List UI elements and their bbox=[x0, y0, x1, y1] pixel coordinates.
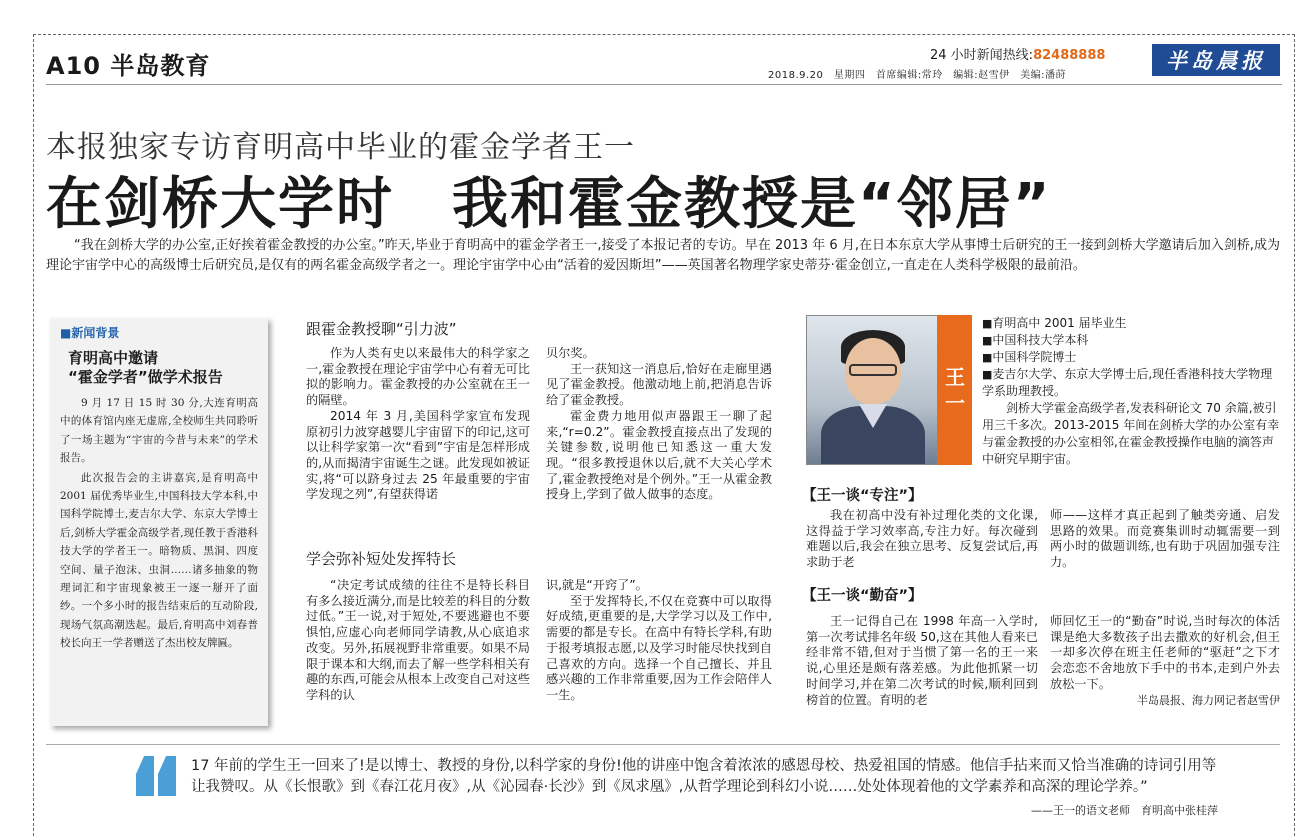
profile-name-bar bbox=[938, 315, 972, 465]
profile-name-char: 一 bbox=[945, 391, 965, 415]
section3-column-2 bbox=[1050, 508, 1280, 571]
section4-column-1 bbox=[806, 614, 1038, 708]
portrait-photo bbox=[806, 315, 938, 465]
quote-attribution: ——王一的语文老师 育明高中张桂萍 bbox=[1031, 804, 1218, 817]
paragraph: 霍金费力地用似声器跟王一聊了起来,“r=0.2”。霍金教授直接点出了发现的关键参数,说明他已知悉这一重大发现。“很多教授退休以后,就不大关心学术了,霍金教授绝对是个例外。”王一从霍金教授身上,学到了做人做事的态度。 bbox=[546, 408, 772, 502]
section-title-diligence: 【王一谈“勤奋”】 bbox=[802, 588, 923, 604]
newspaper-logo: 半岛晨报 bbox=[1152, 44, 1280, 76]
sidebar-tag: ■新闻背景 bbox=[60, 326, 120, 340]
section3-column-1 bbox=[806, 508, 1038, 571]
paragraph: 贝尔奖。 bbox=[546, 346, 595, 360]
news-background-box bbox=[50, 318, 268, 726]
profile-bio bbox=[982, 315, 1280, 468]
section1-column-1 bbox=[306, 346, 530, 503]
paragraph: 我在初高中没有补过理化类的文化课,这得益于学习效率高,专注力好。每次碰到难题以后,我会在独立思考、反复尝试后,再求助于老 bbox=[806, 508, 1038, 570]
paragraph: 作为人类有史以来最伟大的科学家之一,霍金教授在理论宇宙学中心有着无可比拟的影响力。霍金教授的办公室就在王一的隔壁。 bbox=[306, 346, 530, 408]
sidebar-paragraph: 此次报告会的主讲嘉宾,是育明高中 2001 届优秀毕业生,中国科技大学本科,中国科学院博士,麦吉尔大学、东京大学博士后,剑桥大学霍金高级学者,现任教于香港科技大学的学者王一。暗物质、黑洞、四度空间、量子泡沫、虫洞……诸多抽象的物理词汇和宇宙现象被王一逐一掰开了面纱。一个多小时的报告结束后的互动阶段,现场气氛高潮迭起。最后,育明高中刘春普校长向王一学者赠送了杰出校友牌匾。 bbox=[60, 471, 258, 650]
sidebar-paragraph: 9 月 17 日 15 时 30 分,大连育明高中的体育馆内座无虚席,全校师生共同聆听了一场主题为“宇宙的今昔与未来”的学术报告。 bbox=[60, 397, 258, 465]
news-hotline bbox=[930, 44, 1105, 63]
section-title-gravitational-waves: 跟霍金教授聊“引力波” bbox=[306, 320, 457, 338]
paragraph: 至于发挥特长,不仅在竞赛中可以取得好成绩,更重要的是,大学学习以及工作中,需要的都是专长。在高中有特长学科,有助于报考填报志愿,以及学习时能尽快找到自己喜欢的方向。选择一个自己擅长、并且感兴趣的工作非常重要,因为工作会陪伴人一生。 bbox=[546, 593, 772, 702]
hotline-label: 24 小时新闻热线: bbox=[930, 48, 1034, 63]
paragraph: 王一记得自己在 1998 年高一入学时,第一次考试排名年级 50,这在其他人看来已经非常不错,但对于当惯了第一名的王一来说,心里还是颇有落差感。为此他抓紧一切时间学习,并在第二次考试的时候,顺利回到榜首的位置。育明的老 bbox=[806, 614, 1038, 707]
section2-column-2 bbox=[546, 578, 772, 704]
bio-paragraph: 剑桥大学霍金高级学者,发表科研论文 70 余篇,被引用三千多次。2013-2015 年间在剑桥大学的办公室有幸与霍金教授的办公室相邻,在霍金教授操作电脑的滴答声中研究早期宇宙。 bbox=[982, 401, 1280, 466]
teacher-quote: 17 年前的学生王一回来了!是以博士、教授的身份,以科学家的身份!他的讲座中饱含着浓浓的感恩母校、热爱祖国的情感。他信手拈来而又恰当准确的诗词引用等让我赞叹。从《长恨歌》到《春江花月夜》,从《沁园春·长沙》到《凤求凰》,从哲学理论到科幻小说……处处体现着他的文学素养和高深的理论学养。” bbox=[191, 758, 1217, 795]
paragraph: 师回忆王一的“勤奋”时说,当时每次的体活课是绝大多数孩子出去撒欢的好机会,但王一却多次停在班主任老师的“驱赶”之下才会恋恋不舍地放下手中的书本,走到户外去放松一下。 bbox=[1050, 614, 1280, 691]
bio-item: ■ 中国科技大学本科 bbox=[982, 332, 1280, 349]
page-label: A10 半岛教育 bbox=[46, 52, 211, 80]
bio-item: ■ 育明高中 2001 届毕业生 bbox=[982, 315, 1280, 332]
bio-item: ■ 麦吉尔大学、东京大学博士后,现任香港科技大学物理学系助理教授。 bbox=[982, 366, 1280, 400]
section2-column-1 bbox=[306, 578, 530, 704]
sidebar-title bbox=[68, 349, 258, 387]
quote-mark-icon bbox=[136, 756, 180, 796]
section1-column-2 bbox=[546, 346, 772, 503]
article-byline: 半岛晨报、海力网记者赵雪伊 bbox=[1137, 693, 1280, 707]
article-kicker: 本报独家专访育明高中毕业的霍金学者王一 bbox=[46, 130, 635, 165]
paragraph: 识,就是“开窍了”。 bbox=[546, 578, 648, 592]
quote-mark-left bbox=[136, 756, 154, 796]
article-headline: 在剑桥大学时 我和霍金教授是“邻居” bbox=[46, 172, 1052, 237]
quote-divider bbox=[46, 744, 1280, 745]
bio-item: ■ 中国科学院博士 bbox=[982, 349, 1280, 366]
issue-meta: 2018.9.20 星期四 首席编辑:常玲 编辑:赵雪伊 美编:潘莳 bbox=[768, 70, 1067, 81]
section-title-strengths: 学会弥补短处发挥特长 bbox=[306, 550, 457, 568]
sidebar-body bbox=[60, 394, 258, 653]
paragraph: 2014 年 3 月,美国科学家宣布发现原初引力波穿越婴儿宇宙留下的印记,这可以让科学家第一次“看到”宇宙是怎样形成的,从而揭清宇宙诞生之谜。此发现如被证实,将“可以跻身过去 25 年最重要的宇宙学发现之列”,有望获得诺 bbox=[306, 408, 530, 502]
paragraph: “决定考试成绩的往往不是特长科目有多么接近满分,而是比较差的科目的分数过低。”王一说,对于短处,不要逃避也不要惧怕,应虚心向老师同学请教,从心底追求改变。另外,拓展视野非常重要。如果不局限于课本和大纲,而去了解一些学科相关有趣的东西,可能会从根本上改变自己对这些学科的认 bbox=[306, 578, 530, 702]
paragraph: 师——这样才真正起到了触类旁通、启发思路的效果。而竞赛集训时动辄需要一到两小时的做题训练,也有助于巩固加强专注力。 bbox=[1050, 508, 1280, 570]
section-title-focus: 【王一谈“专注”】 bbox=[802, 488, 923, 504]
photo-glasses-shape bbox=[849, 364, 897, 376]
hotline-number: 82488888 bbox=[1033, 48, 1106, 63]
sidebar-title-line1: 育明高中邀请 bbox=[68, 349, 159, 367]
section4-column-2 bbox=[1050, 614, 1280, 708]
quote-mark-right bbox=[158, 756, 176, 796]
paragraph: 王一获知这一消息后,恰好在走廊里遇见了霍金教授。他激动地上前,把消息告诉给了霍金教授。 bbox=[546, 361, 772, 408]
header-divider bbox=[46, 84, 1282, 85]
article-lead: “我在剑桥大学的办公室,正好挨着霍金教授的办公室。”昨天,毕业于育明高中的霍金学者王一,接受了本报记者的专访。早在 2013 年 6 月,在日本东京大学从事博士后研究的王一接到剑桥大学邀请后加入剑桥,成为理论宇宙学中心的高级博士后研究员,是仅有的两名霍金高级学者之一。理论宇宙学中心由“活着的爱因斯坦”——英国著名物理学家史蒂芬·霍金创立,一直走在人类科学极限的最前沿。 bbox=[46, 238, 1280, 273]
profile-name-char: 王 bbox=[945, 365, 965, 389]
sidebar-title-line2: “霍金学者”做学术报告 bbox=[68, 368, 223, 386]
